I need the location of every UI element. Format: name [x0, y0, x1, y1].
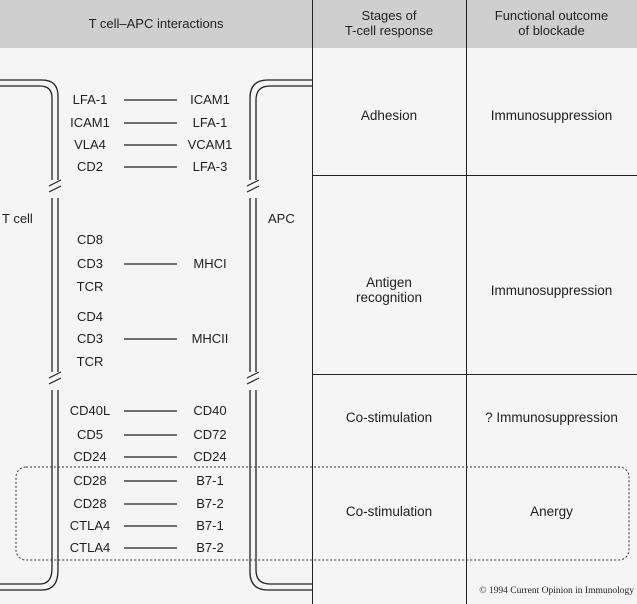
apc-membrane — [250, 80, 312, 590]
outcome-antigen-recognition: Immunosuppression — [490, 282, 613, 298]
stage-antigen-recognition: Antigen recognition — [355, 275, 423, 305]
t-cell-molecule: CD3 — [76, 256, 103, 271]
apc-molecule: LFA-3 — [192, 159, 228, 174]
apc-molecule: VCAM1 — [187, 137, 233, 152]
outcome-costimulation-2: Anergy — [530, 503, 573, 519]
t-cell-molecule: CD2 — [76, 159, 103, 174]
header-stages-label: Stages of T-cell response — [344, 8, 434, 38]
apc-molecule: ICAM1 — [190, 92, 230, 107]
apc-membrane-breaks — [247, 180, 259, 384]
apc-label: APC — [268, 211, 295, 226]
t-cell-molecule: TCR — [76, 279, 104, 294]
stage-adhesion: Adhesion — [360, 107, 418, 123]
t-cell-molecule: CTLA4 — [69, 518, 111, 533]
apc-molecule: CD72 — [193, 427, 227, 442]
apc-molecule: B7-2 — [196, 496, 224, 511]
apc-molecule: MHCI — [193, 256, 227, 271]
copyright-notice: © 1994 Current Opinion in Immunology — [479, 586, 634, 596]
t-cell-molecule: CD40L — [69, 403, 111, 418]
t-cell-molecule: TCR — [76, 354, 104, 369]
t-cell-molecule: CD4 — [76, 309, 103, 324]
stage-costimulation-2: Co-stimulation — [345, 503, 433, 519]
t-cell-molecule: LFA-1 — [72, 92, 108, 107]
apc-molecule: CD40 — [193, 403, 227, 418]
t-cell-molecule: CD8 — [76, 232, 103, 247]
apc-molecule: LFA-1 — [192, 115, 228, 130]
header-outcome-label: Functional outcome of blockade — [494, 8, 609, 38]
header-interactions-label: T cell–APC interactions — [88, 15, 224, 31]
t-cell-molecule: CD28 — [73, 496, 107, 511]
t-cell-molecule: CD28 — [73, 473, 107, 488]
t-cell-molecule: CD5 — [76, 427, 103, 442]
apc-molecule: B7-1 — [196, 473, 224, 488]
t-cell-molecule: CD3 — [76, 331, 103, 346]
apc-molecule: B7-1 — [196, 518, 224, 533]
apc-molecule: MHCII — [191, 331, 229, 346]
t-cell-molecule: VLA4 — [74, 137, 106, 152]
t-cell-molecule: ICAM1 — [70, 115, 110, 130]
t-cell-membrane — [0, 80, 58, 590]
t-cell-molecule: CD24 — [73, 449, 107, 464]
t-cell-molecule: CTLA4 — [69, 540, 111, 555]
outcome-costimulation-1: ? Immunosuppression — [485, 409, 618, 425]
t-cell-label: T cell — [2, 211, 33, 226]
outcome-adhesion: Immunosuppression — [490, 107, 613, 123]
apc-molecule: CD24 — [193, 449, 227, 464]
stage-costimulation-1: Co-stimulation — [345, 409, 433, 425]
apc-molecule: B7-2 — [196, 540, 224, 555]
